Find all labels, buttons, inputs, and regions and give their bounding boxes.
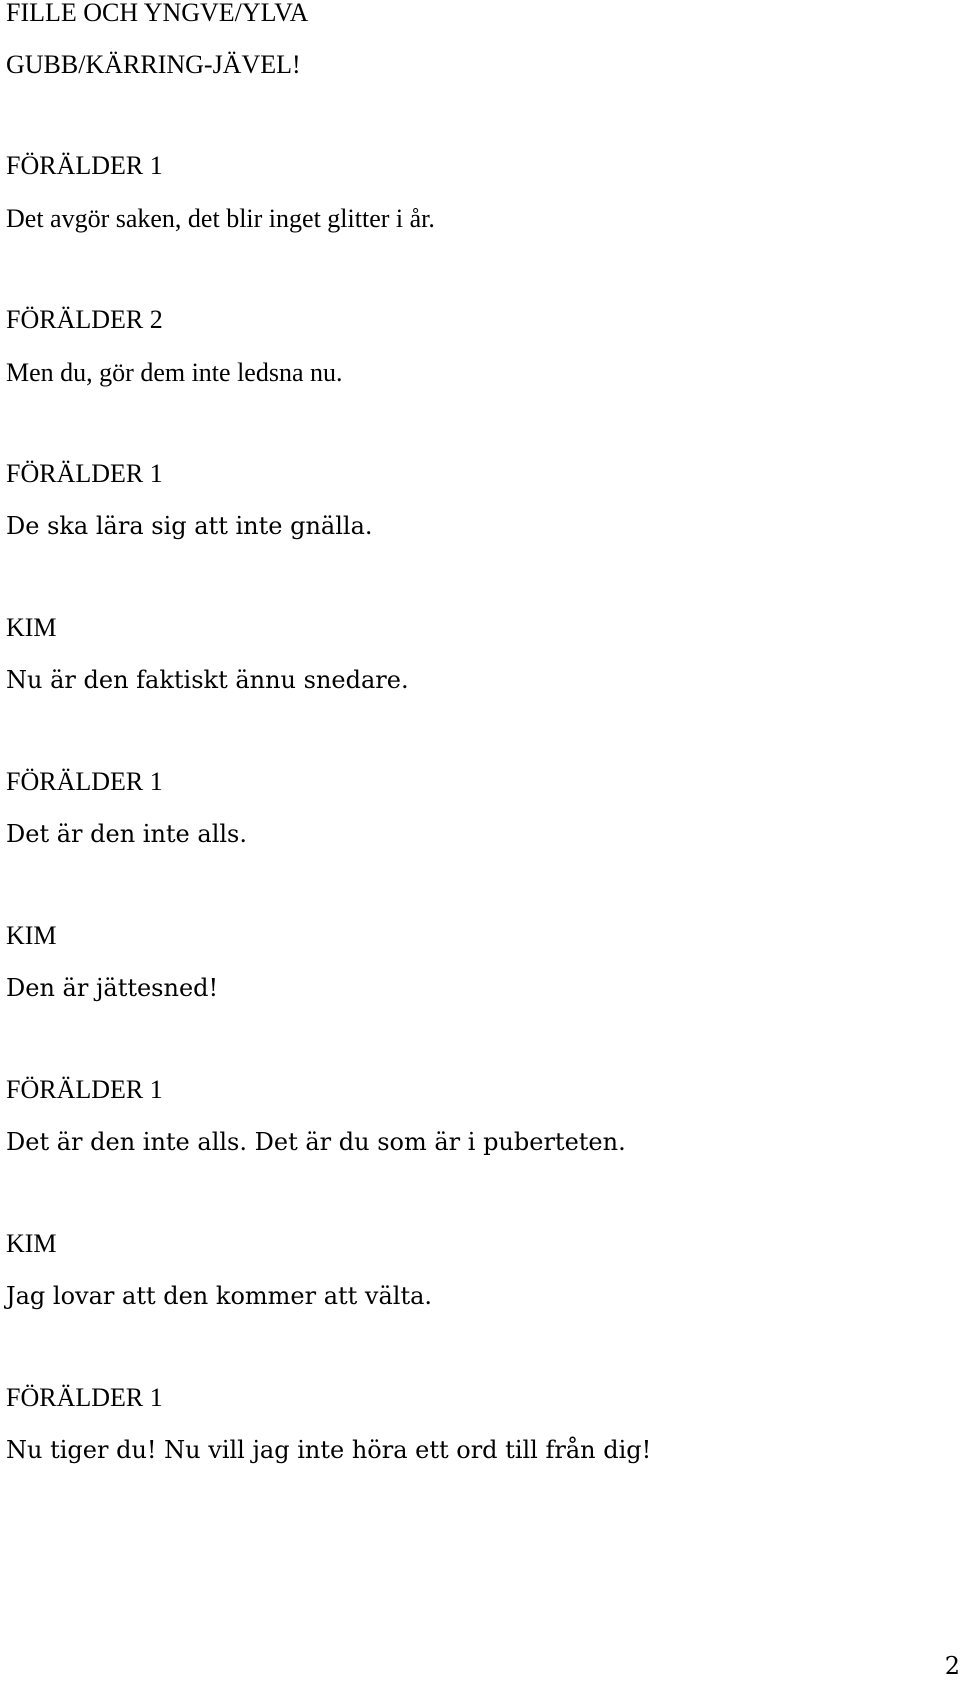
page-number: 2 (944, 1652, 960, 1680)
character-name: FÖRÄLDER 2 (6, 305, 163, 334)
character-name: FILLE OCH YNGVE/YLVA (6, 0, 309, 27)
dialogue-line: Den är jättesned! (6, 974, 219, 1002)
dialogue-line: Jag lovar att den kommer att välta. (6, 1282, 433, 1310)
character-name: KIM (6, 1229, 57, 1258)
character-name: FÖRÄLDER 1 (6, 1383, 163, 1412)
dialogue-line: Det är den inte alls. Det är du som är i puberteten. (6, 1128, 626, 1156)
dialogue-line: Nu tiger du! Nu vill jag inte höra ett ord till från dig! (6, 1436, 652, 1464)
dialogue-line: Men du, gör dem inte ledsna nu. (6, 358, 343, 387)
character-name: FÖRÄLDER 1 (6, 1075, 163, 1104)
character-name: FÖRÄLDER 1 (6, 767, 163, 796)
character-name: KIM (6, 921, 57, 950)
character-name: FÖRÄLDER 1 (6, 151, 163, 180)
dialogue-line: GUBB/KÄRRING-JÄVEL! (6, 50, 301, 79)
dialogue-line: Det avgör saken, det blir inget glitter i år. (6, 204, 435, 233)
character-name: KIM (6, 613, 57, 642)
dialogue-line: Nu är den faktiskt ännu snedare. (6, 666, 409, 694)
dialogue-line: Det är den inte alls. (6, 820, 247, 848)
character-name: FÖRÄLDER 1 (6, 459, 163, 488)
dialogue-line: De ska lära sig att inte gnälla. (6, 512, 373, 540)
